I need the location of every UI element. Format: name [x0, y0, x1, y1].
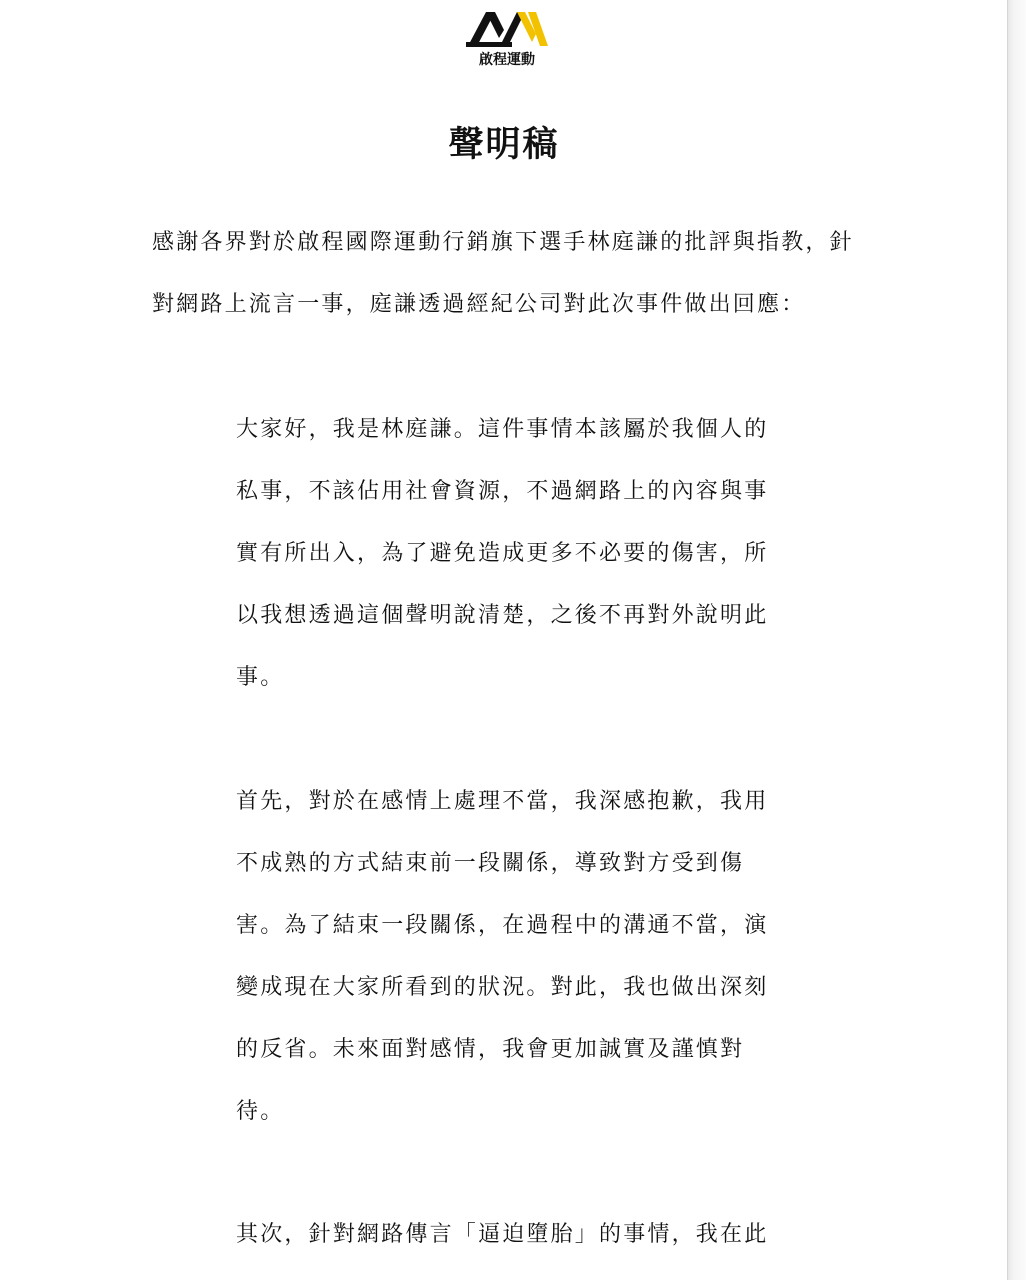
intro-line: 對網路上流言一事，庭謙透過經紀公司對此次事件做出回應：: [152, 292, 806, 317]
paragraph-line: 大家好，我是林庭謙。這件事情本該屬於我個人的: [236, 417, 769, 442]
paragraph-line: 事。: [236, 665, 285, 690]
logo-mark-icon: [462, 6, 552, 52]
paragraph-line: 其次，針對網路傳言「逼迫墮胎」的事情，我在此: [236, 1222, 769, 1247]
statement-paragraph-2: [236, 771, 776, 1143]
page-title: 聲明稿: [448, 124, 560, 165]
intro-paragraph: [152, 212, 862, 336]
logo-text: 啟程運動: [479, 52, 535, 68]
statement-paragraph-3: [236, 1204, 776, 1266]
paragraph-line: 私事，不該佔用社會資源，不過網路上的內容與事: [236, 479, 769, 504]
paragraph-line: 害。為了結束一段關係，在過程中的溝通不當，演: [236, 913, 769, 938]
intro-line: 感謝各界對於啟程國際運動行銷旗下選手林庭謙的批評與指教，針: [152, 230, 854, 255]
page-edge-shadow: [1007, 0, 1026, 1280]
statement-paragraph-1: [236, 399, 776, 709]
paragraph-line: 實有所出入，為了避免造成更多不必要的傷害，所: [236, 541, 769, 566]
paragraph-line: 的反省。未來面對感情，我會更加誠實及謹慎對: [236, 1037, 745, 1062]
paragraph-line: 以我想透過這個聲明說清楚，之後不再對外說明此: [236, 603, 769, 628]
paragraph-line: 不成熟的方式結束前一段關係，導致對方受到傷: [236, 851, 745, 876]
paragraph-line: 首先，對於在感情上處理不當，我深感抱歉，我用: [236, 789, 769, 814]
paragraph-line: 變成現在大家所看到的狀況。對此，我也做出深刻: [236, 975, 769, 1000]
paragraph-line: 待。: [236, 1099, 285, 1124]
company-logo: [462, 6, 552, 68]
